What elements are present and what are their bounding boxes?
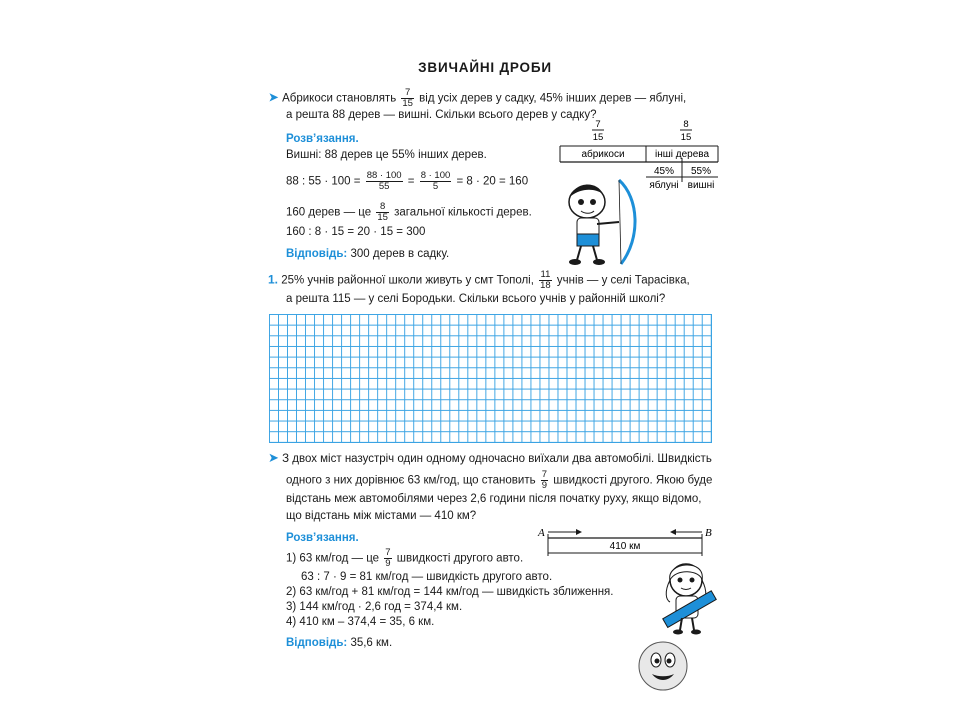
diagram-frac-right-den: 15 bbox=[680, 132, 692, 143]
text: Абрикоси становлять bbox=[282, 92, 397, 105]
denominator: 55 bbox=[378, 181, 390, 192]
text: 88 : 55 · 100 = bbox=[286, 175, 361, 188]
fraction bbox=[376, 202, 389, 223]
diagram-label-left: абрикоси bbox=[581, 149, 625, 160]
answer-label: Відповідь: bbox=[286, 248, 348, 260]
diagram-frac-left-den: 15 bbox=[592, 132, 604, 143]
example2-line3: відстань меж автомобілями через 2,6 години після початку руху, якщо відомо, bbox=[286, 493, 702, 505]
numerator: 7 bbox=[385, 547, 391, 558]
solution-step: 2) 63 км/год + 81 км/год = 144 км/год — швидкість зближення. bbox=[286, 586, 614, 598]
fraction bbox=[401, 88, 414, 109]
diagram-pct-right: 55% bbox=[690, 166, 712, 177]
solution-step: Вишні: 88 дерев це 55% інших дерев. bbox=[286, 149, 487, 161]
diagram-frac-right-num: 8 bbox=[683, 119, 689, 130]
fraction bbox=[539, 270, 552, 291]
solution-step bbox=[286, 202, 532, 223]
bullet-arrow-icon: ➤ bbox=[268, 89, 279, 105]
example1-line2: а решта 88 дерев — вишні. Скільки всього дерев у садку? bbox=[286, 109, 597, 121]
point-a-label: A bbox=[538, 527, 545, 539]
denominator: 15 bbox=[377, 212, 388, 223]
solution-step bbox=[286, 171, 528, 192]
text: загальної кількості дерев. bbox=[394, 206, 532, 219]
answer bbox=[286, 636, 392, 650]
text: 25% учнів районної школи живуть у смт Тополі, bbox=[281, 274, 534, 287]
text: = bbox=[407, 175, 415, 188]
fraction bbox=[541, 470, 548, 491]
solution-label: Розв’язання. bbox=[286, 133, 359, 145]
solution-step: 63 : 7 · 9 = 81 км/год — швидкість другого авто. bbox=[301, 571, 553, 583]
diagram-label-right: інші дерева bbox=[654, 149, 710, 160]
page-title: ЗВИЧАЙНІ ДРОБИ bbox=[418, 60, 552, 75]
text: від усіх дерев у садку, 45% інших дерев — яблуні, bbox=[419, 92, 687, 105]
boy-with-bow-illustration bbox=[561, 178, 641, 268]
solution-step: 160 : 8 · 15 = 20 · 15 = 300 bbox=[286, 226, 426, 238]
solution-label: Розв’язання. bbox=[286, 532, 359, 544]
answer-grid[interactable] bbox=[269, 314, 712, 443]
girl-with-ruler-illustration bbox=[656, 558, 726, 636]
distance-diagram bbox=[536, 522, 716, 558]
diagram-sub-right: вишні bbox=[687, 180, 715, 191]
textbook-page bbox=[216, 0, 754, 728]
denominator: 15 bbox=[402, 98, 413, 109]
diagram-sub-left: яблуні bbox=[649, 180, 679, 191]
text: швидкості другого. Якою буде bbox=[553, 474, 713, 487]
text: одного з них дорівнює 63 км/год, що становить bbox=[286, 474, 536, 487]
numerator: 8 · 100 bbox=[420, 170, 451, 181]
solution-step: 4) 410 км – 374,4 = 35, 6 км. bbox=[286, 616, 435, 628]
denominator: 18 bbox=[540, 280, 551, 291]
task1-line2: а решта 115 — у селі Бородьки. Скільки всього учнів у районній школі? bbox=[286, 293, 666, 305]
fraction bbox=[420, 171, 452, 192]
text: = 8 · 20 = 160 bbox=[456, 175, 529, 188]
answer-text: 300 дерев в садку. bbox=[350, 248, 450, 260]
numerator: 11 bbox=[540, 269, 551, 280]
solution-step: 3) 144 км/год · 2,6 год = 374,4 км. bbox=[286, 601, 463, 613]
text: З двох міст назустріч один одному одночасно виїхали два автомобілі. Швидкість bbox=[282, 453, 712, 465]
answer-text: 35,6 км. bbox=[350, 637, 393, 649]
example2-line2 bbox=[286, 470, 712, 491]
fraction bbox=[384, 548, 391, 569]
numerator: 7 bbox=[401, 88, 414, 99]
denominator: 9 bbox=[385, 558, 391, 569]
example2-line1 bbox=[268, 451, 712, 466]
answer-label: Відповідь: bbox=[286, 637, 348, 649]
point-b-label: B bbox=[705, 527, 712, 539]
text: 160 дерев — це bbox=[286, 206, 372, 219]
text: учнів — у селі Тарасівка, bbox=[556, 274, 690, 287]
denominator: 9 bbox=[541, 480, 548, 491]
fraction bbox=[366, 171, 403, 192]
smiley-face-icon bbox=[636, 640, 690, 692]
task-number: 1. bbox=[268, 272, 279, 287]
page-number: 12 bbox=[266, 670, 281, 685]
numerator: 88 · 100 bbox=[366, 170, 402, 181]
example1-line1 bbox=[268, 88, 686, 109]
diagram-pct-left: 45% bbox=[653, 166, 675, 177]
distance-label: 410 км bbox=[609, 541, 641, 552]
diagram-frac-left-num: 7 bbox=[595, 119, 601, 130]
task1-line1 bbox=[268, 270, 690, 291]
example2-line4: що відстань між містами — 410 км? bbox=[286, 510, 477, 522]
denominator: 5 bbox=[432, 181, 439, 192]
numerator: 7 bbox=[541, 469, 548, 480]
solution-step bbox=[286, 548, 523, 569]
numerator: 8 bbox=[376, 202, 389, 213]
text: 1) 63 км/год — це bbox=[286, 552, 380, 565]
bullet-arrow-icon: ➤ bbox=[268, 450, 279, 465]
answer bbox=[286, 247, 449, 261]
text: швидкості другого авто. bbox=[396, 552, 524, 565]
